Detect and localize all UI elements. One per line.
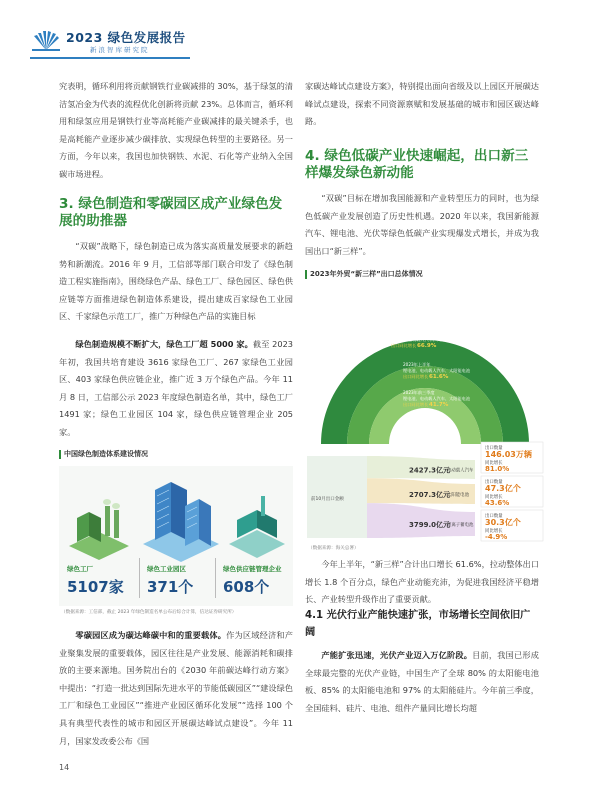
right-panels bbox=[481, 442, 543, 541]
supply-chain-icon bbox=[229, 496, 285, 558]
right-panel-v2-2: -4.9% bbox=[485, 533, 508, 541]
right-panel-v2-1: 43.6% bbox=[485, 499, 510, 507]
fig1-caption: 中国绿色制造体系建设情况 bbox=[64, 450, 148, 458]
arc-label-period-2: 2023年前三季度 bbox=[403, 390, 435, 395]
left-paragraph-2: “双碳”战略下，绿色制造已成为落实高质量发展要求的新趋势和新潮流。2016 年 9 月，工信部等部门联合印发了《绿色制造工程实施指南》，围绕绿色产品、绿色工厂、绿色园区、绿色供应链等方面推进绿色制造体系建设，提出建成百家绿色工业园区、千家绿色示范工厂，推广万种绿色产品的实施目标 bbox=[59, 241, 293, 322]
section-4-1-title: 4.1 光伏行业产能快速扩张，市场增长空间依旧广阔 bbox=[305, 610, 531, 638]
fig1-illustration bbox=[59, 466, 293, 606]
arc-label-growth-label-2: 出口同比增长 bbox=[403, 402, 429, 407]
fig1-divider-1 bbox=[139, 558, 140, 598]
fig2-caption: 2023年外贸“新三样”出口总体情况 bbox=[310, 270, 423, 278]
stat-value-green-park: 371个 bbox=[147, 578, 194, 596]
stat-value-supply-chain: 608个 bbox=[223, 578, 270, 596]
fig1-caption-bar bbox=[59, 450, 61, 459]
arc-label-growth-label-0: 出口同比增长 bbox=[391, 343, 417, 348]
right-paragraph-3: 今年上半年，“新三样”合计出口增长 61.6%，拉动整体出口增长 1.8 个百分点，绿色产业动能充沛，为促进我国经济平稳增长、产业转型升级作出了重要贡献。 bbox=[305, 559, 539, 605]
header-title: 2023 绿色发展报告 bbox=[66, 30, 186, 45]
right-panel-k1-1: 出口数量 bbox=[485, 480, 503, 485]
stat-value-green-factory: 5107家 bbox=[67, 578, 124, 596]
p3-bold: 绿色制造规模不断扩大，绿色工厂超 5000 家。 bbox=[75, 339, 253, 349]
report-logo bbox=[30, 28, 62, 52]
right-paragraph-4 bbox=[305, 647, 539, 717]
arc-label-line-0: 锂电池、电动载人汽车、太阳能电池 bbox=[391, 337, 459, 342]
industrial-park-icon bbox=[143, 482, 219, 562]
right-panel-v1-2: 30.3亿个 bbox=[485, 518, 521, 527]
header-rule bbox=[30, 57, 190, 59]
left-paragraph-3 bbox=[59, 336, 293, 442]
arc-label-growth-1: 61.6% bbox=[429, 374, 449, 380]
stat-label-green-park: 绿色工业园区 bbox=[147, 565, 186, 573]
fig1-source: （数据来源：工信部，截止 2023 年绿色制造名单公布后综合计算，信达证券研究所） bbox=[61, 610, 237, 615]
fig2-caption-bar bbox=[305, 270, 307, 279]
fig1-divider-2 bbox=[215, 558, 216, 598]
value-label-0: 2427.3亿元 bbox=[409, 466, 451, 475]
right-panel-v2-0: 81.0% bbox=[485, 465, 510, 473]
category-label-1: 太阳能电池 bbox=[447, 492, 469, 498]
p3-text: 截至 2023 年初，我国共培育建设 3616 家绿色工厂、267 家绿色工业园区、403 家绿色供应链企业，推广近 3 万个绿色产品。今年 11 月 8 日，工信部公示 2023 年度绿色制造名单，其中，绿色工厂 1491 家；绿色工业园区 104 家，绿色供应链管理企业 205 家。 bbox=[59, 339, 293, 437]
value-label-1: 2707.3亿元 bbox=[409, 490, 451, 499]
left-paragraph-4 bbox=[59, 627, 293, 750]
factory-icon bbox=[69, 499, 129, 560]
arc-label-period-0: 2023年第一季度 bbox=[391, 331, 423, 336]
fig2-source: （数据来源：海关总署） bbox=[308, 546, 359, 551]
source-label: 前10月出口金额 bbox=[311, 497, 344, 502]
right-panel-k2-0: 同比增长 bbox=[485, 461, 503, 466]
right-panel-v1-1: 47.3亿个 bbox=[485, 484, 521, 493]
right-panel-k1-0: 出口数量 bbox=[485, 446, 503, 451]
fig2-chart bbox=[305, 284, 545, 546]
arc-label-growth-label-1: 出口同比增长 bbox=[403, 374, 429, 379]
right-panel-k2-2: 同比增长 bbox=[485, 529, 503, 534]
right-paragraph-2: “双碳”目标在增加我国能源和产业转型压力的同时，也为绿色低碳产业发展创造了历史性机遇。2020 年以来，我国新能源汽车、锂电池、光伏等绿色低碳产业实现爆发式增长，并成为我国出口“新三样”。 bbox=[305, 193, 539, 256]
stat-label-green-factory: 绿色工厂 bbox=[67, 565, 93, 573]
category-label-0: 电动载人汽车 bbox=[447, 468, 474, 474]
p4-text: 作为区域经济和产业聚集发展的重要载体，园区往往是产业发展、能源消耗和碳排放的主要来源地。国务院出台的《2030 年前碳达峰行动方案》中提出：“打造一批达到国际先进水平的节能低碳园区”“建设绿色工厂和绿色工业园区”“推进产业园区循环化发展”“选择 100 个具有典型代表性的城市和园区开展碳达峰试点建设”。今年 11 月，国家发改委公布《国 bbox=[59, 630, 293, 746]
value-label-2: 3799.0亿元 bbox=[409, 521, 451, 529]
right-panel-k1-2: 出口数量 bbox=[485, 514, 503, 519]
arc-label-line-2: 锂电池、电动载人汽车、太阳能电池 bbox=[403, 396, 471, 401]
new-three-export-chart bbox=[305, 284, 545, 546]
right-panel-v1-0: 146.03万辆 bbox=[485, 450, 532, 459]
r-p4-text: 目前，我国已形成全球最完整的光伏产业链，中国生产了全球 80% 的太阳能电池板、85% 的太阳能电池和 97% 的太阳能硅片。今年前三季度，全国硅料、硅片、电池、组件产量同比增长均超 bbox=[305, 650, 539, 713]
r-p4-bold: 产能扩张迅速，光伏产业迈入万亿阶段。 bbox=[321, 650, 473, 660]
p4-bold: 零碳园区成为碳达峰碳中和的重要载体。 bbox=[75, 630, 227, 640]
stat-label-supply-chain: 绿色供应链管理企业 bbox=[223, 565, 282, 573]
arc-label-period-1: 2023年上半年 bbox=[403, 362, 431, 367]
header-subtitle: 新浪智库研究院 bbox=[90, 46, 150, 54]
arc-label-line-1: 锂电池、电动载人汽车、太阳能电池 bbox=[403, 368, 471, 373]
section-3-title: 3. 绿色制造和零碳园区成产业绿色发展的助推器 bbox=[59, 196, 283, 229]
page-number: 14 bbox=[59, 763, 70, 772]
section-4-title: 4. 绿色低碳产业快速崛起，出口新三样爆发绿色新动能 bbox=[305, 148, 529, 181]
left-paragraph-1: 究表明，循环利用将贡献钢铁行业碳减排的 30%，基于绿氢的清洁氢冶金为代表的流程优化创新将贡献 23%。总体而言，循环利用和绿氢应用是钢铁行业等高耗能产业碳减排的最关键杀手，也是高耗能产业逐步减少碳排放、实现绿色转型的主要路径。另一方面，今年以来，我国也加快钢铁、水泥、石化等产业纳入全国碳市场进程。 bbox=[59, 81, 293, 179]
arc-label-growth-2: 41.7% bbox=[429, 402, 449, 408]
arc-label-growth-0: 66.9% bbox=[417, 343, 437, 349]
right-panel-k2-1: 同比增长 bbox=[485, 495, 503, 500]
right-paragraph-1: 家碳达峰试点建设方案》，特别提出面向省级及以上园区开展碳达峰试点建设，探索不同资源禀赋和发展基础的城市和园区碳达峰路。 bbox=[305, 81, 539, 127]
category-label-2: 锂离子蓄电池 bbox=[447, 523, 474, 528]
